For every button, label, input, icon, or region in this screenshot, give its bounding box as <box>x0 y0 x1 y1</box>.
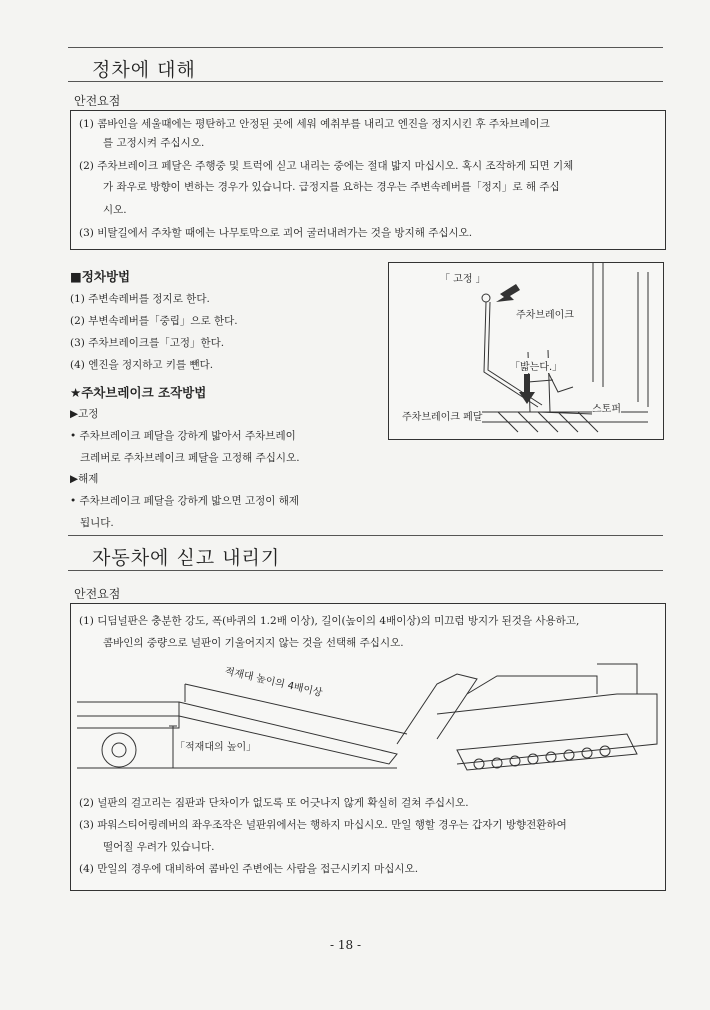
section2-rule <box>68 570 663 571</box>
method-step-4: (4) 엔진을 정지하고 키를 뺀다. <box>70 359 214 371</box>
s2-item-3-line1: (3) 파워스티어링레버의 좌우조작은 널판위에서는 행하지 마십시오. 만일 행할 경우는 갑자기 방향전환하여 <box>79 819 567 831</box>
safety-item-1-line2: 를 고정시켜 주십시오. <box>103 137 205 149</box>
safety-item-3-line1: (3) 비탈길에서 주차할 때에는 나무토막으로 괴어 굴러내려가는 것을 방지해 주십시오. <box>79 227 473 239</box>
section1-safety-label: 안전요점 <box>74 94 121 108</box>
release-label: ▶해제 <box>70 473 99 485</box>
loading-ramp-illustration <box>77 654 659 784</box>
release-text-2: 됩니다. <box>80 517 114 529</box>
s2-item-1-line1: (1) 디딤널판은 충분한 강도, 폭(바퀴의 1.2배 이상), 길이(높이의 4배이상)의 미끄럼 방지가 된것을 사용하고, <box>79 615 580 627</box>
fig-label-brake: 주차브레이크 <box>516 306 574 321</box>
fig-label-lock: 「 고정 」 <box>440 270 486 285</box>
lock-text-2: 크레버로 주차브레이크 페달을 고정해 주십시오. <box>80 452 300 464</box>
top-rule <box>68 47 663 48</box>
section1-title: 정차에 대해 <box>92 59 196 81</box>
page-number: - 18 - <box>330 938 362 952</box>
fig-label-pedal: 주차브레이크 페달 <box>402 408 482 423</box>
safety-box-1 <box>70 110 666 250</box>
section1-rule <box>68 81 663 82</box>
method-heading: ■정차방법 <box>70 269 131 284</box>
s2-item-1-line2: 콤바인의 중량으로 널판이 기울어지지 않는 것을 선택해 주십시오. <box>103 637 404 649</box>
s2-item-4-line1: (4) 만일의 경우에 대비하여 콤바인 주변에는 사람을 접근시키지 마십시오. <box>79 863 419 875</box>
safety-item-2-line2: 가 좌우로 방향이 변하는 경우가 있습니다. 급정지를 요하는 경우는 주변속레버를「정지」로 해 주십 <box>103 181 560 193</box>
lock-label: ▶고정 <box>70 408 99 420</box>
method-step-2: (2) 부변속레버를「중립」으로 한다. <box>70 315 238 327</box>
safety-item-1-line1: (1) 콤바인을 세울때에는 평탄하고 안정된 곳에 세워 예취부를 내리고 엔진을 정지시킨 후 주차브레이크 <box>79 118 550 130</box>
section2-safety-label: 안전요점 <box>74 587 121 601</box>
fig-label-press: 「밟는다.」 <box>510 358 562 373</box>
fig-label-stopper: 스토퍼 <box>592 400 621 415</box>
section2-top-rule <box>68 535 663 536</box>
s2-item-2-line1: (2) 널판의 걸고리는 짐판과 단차이가 없도록 또 어긋나지 않게 확실히 걸쳐 주십시오. <box>79 797 469 809</box>
safety-item-2-line3: 시오. <box>103 204 127 216</box>
method-step-3: (3) 주차브레이크를「고정」한다. <box>70 337 225 349</box>
fig-label-ramp: 적재대 높이의 4배이상 <box>224 662 324 699</box>
s2-item-3-line2: 떨어질 우려가 있습니다. <box>103 841 215 853</box>
safety-item-2-line1: (2) 주차브레이크 페달은 주행중 및 트럭에 싣고 내리는 중에는 절대 밟지 마십시오. 혹시 조작하게 되면 기체 <box>79 160 574 172</box>
lock-text-1: • 주차브레이크 페달을 강하게 밟아서 주차브레이 <box>70 430 296 442</box>
parking-brake-figure <box>388 262 664 440</box>
release-text-1: • 주차브레이크 페달을 강하게 밟으면 고정이 해제 <box>70 495 300 507</box>
brake-heading: ★주차브레이크 조작방법 <box>70 385 207 400</box>
method-step-1: (1) 주변속레버를 정지로 한다. <box>70 293 210 305</box>
section2-title: 자동차에 싣고 내리기 <box>92 547 281 569</box>
safety-box-2 <box>70 603 666 891</box>
fig-label-height: 「적재대의 높이」 <box>175 738 256 753</box>
